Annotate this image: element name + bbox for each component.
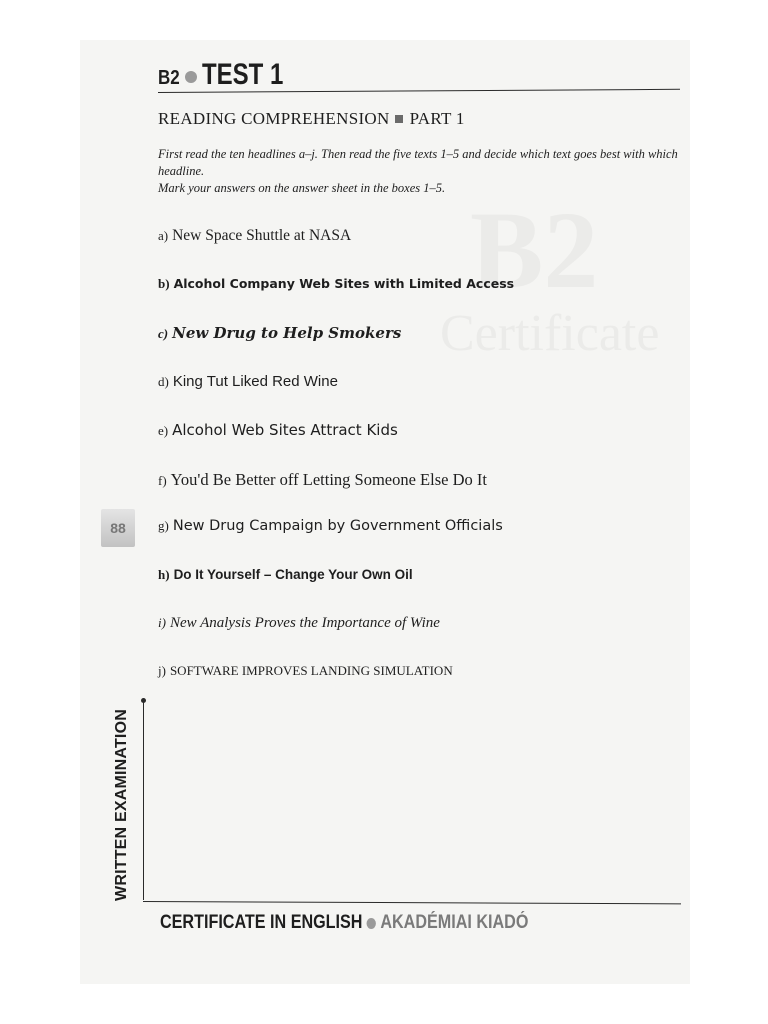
headline-text: New Drug Campaign by Government Officials [172, 518, 503, 534]
headline-letter: c) [158, 326, 169, 341]
headline-h [158, 567, 413, 583]
side-divider [143, 702, 144, 900]
section-name: READING COMPREHENSION [158, 109, 390, 128]
headline-f [158, 470, 487, 490]
headline-text: New Drug to Help Smokers [172, 324, 402, 342]
headline-letter: j) [158, 663, 166, 678]
headline-letter: e) [158, 423, 169, 438]
headline-text: Alcohol Company Web Sites with Limited Access [173, 276, 515, 291]
page-number: 88 [110, 520, 126, 536]
section-part: PART 1 [409, 109, 465, 128]
side-label: WRITTEN EXAMINATION [113, 709, 130, 901]
headline-text: SOFTWARE IMPROVES LANDING SIMULATION [169, 663, 453, 678]
headline-a [158, 227, 351, 245]
headline-text: New Analysis Proves the Importance of Wine [169, 615, 440, 631]
instructions [158, 146, 688, 197]
headline-letter: b) [158, 276, 170, 291]
square-bullet-icon [395, 115, 403, 123]
headline-letter: f) [158, 473, 167, 488]
instructions-line-1: First read the ten headlines a–j. Then read the five texts 1–5 and decide which text goes best with which headline. [158, 147, 678, 178]
headline-letter: i) [158, 615, 166, 630]
headline-text: New Space Shuttle at NASA [172, 227, 352, 244]
footer-publisher: AKADÉMIAI KIADÓ [380, 912, 529, 933]
headline-letter: a) [158, 228, 169, 243]
footer-series: CERTIFICATE IN ENGLISH [160, 912, 363, 933]
headline-letter: g) [158, 518, 169, 533]
headline-b [158, 276, 514, 292]
background-watermark [440, 189, 670, 500]
instructions-line-2: Mark your answers on the answer sheet in the boxes 1–5. [158, 181, 446, 195]
bullet-dot-icon [367, 918, 376, 929]
headline-c [158, 324, 401, 342]
headline-text: King Tut Liked Red Wine [172, 373, 338, 390]
section-title [158, 109, 465, 129]
test-title: TEST 1 [202, 58, 284, 91]
headline-g [158, 518, 503, 534]
test-header [158, 58, 304, 92]
headline-e [158, 421, 398, 439]
headline-j [158, 663, 453, 679]
headline-text: Alcohol Web Sites Attract Kids [172, 421, 398, 439]
page-number-tab [101, 509, 135, 547]
bullet-dot-icon [185, 71, 197, 83]
headline-text: Do It Yourself – Change Your Own Oil [173, 567, 413, 582]
watermark-level: B2 [470, 189, 599, 311]
headline-text: You'd Be Better off Letting Someone Else Do It [170, 470, 487, 489]
test-level: B2 [158, 67, 180, 89]
headline-d [158, 373, 338, 390]
watermark-text: Certificate [440, 305, 660, 362]
headline-i [158, 615, 440, 632]
headline-letter: d) [158, 374, 169, 389]
headline-letter: h) [158, 567, 170, 582]
footer [160, 912, 528, 934]
